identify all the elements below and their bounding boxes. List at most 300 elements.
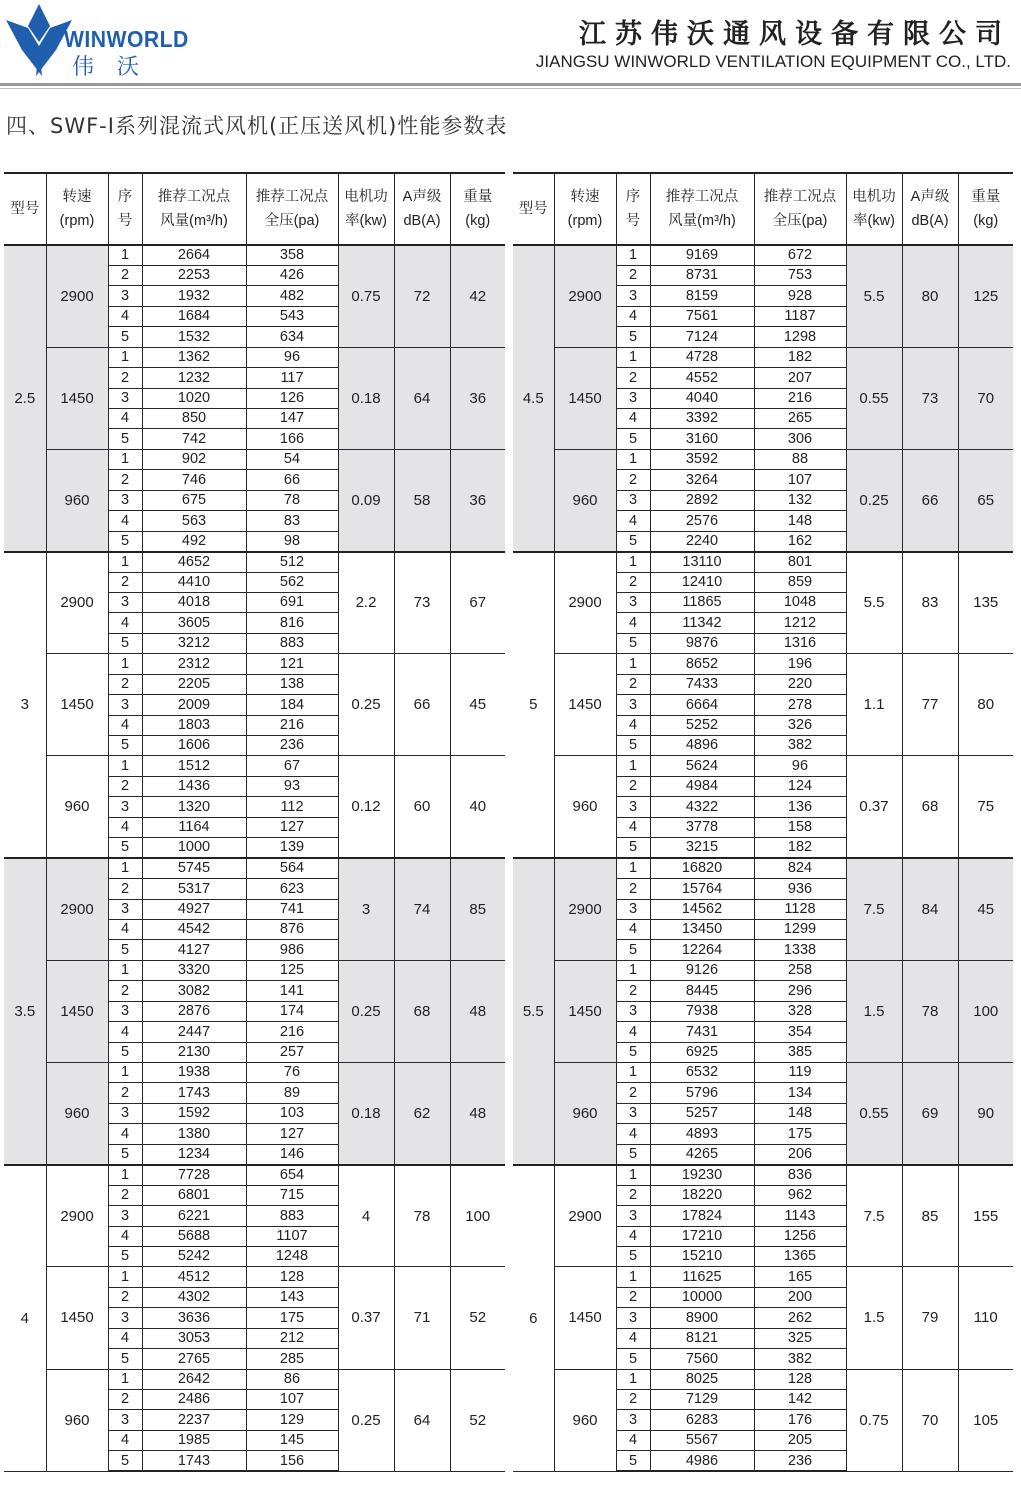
pressure-cell: 672 — [754, 245, 846, 265]
flow-cell: 4265 — [650, 1144, 754, 1164]
pressure-cell: 212 — [246, 1328, 338, 1348]
speed-cell: 2900 — [46, 1165, 108, 1267]
flow-cell: 2876 — [142, 1001, 246, 1021]
speed-cell: 960 — [46, 756, 108, 858]
model-cell: 6 — [513, 1165, 554, 1472]
index-cell: 2 — [616, 572, 650, 592]
flow-cell: 17824 — [650, 1206, 754, 1226]
flow-cell: 5688 — [142, 1226, 246, 1246]
flow-cell: 4552 — [650, 368, 754, 388]
flow-cell: 675 — [142, 490, 246, 510]
power-cell: 0.09 — [338, 449, 394, 551]
pressure-cell: 86 — [246, 1369, 338, 1389]
index-cell: 2 — [108, 572, 142, 592]
weight-cell: 100 — [958, 960, 1013, 1062]
table-row — [4, 245, 505, 265]
pressure-cell: 175 — [246, 1308, 338, 1328]
index-cell: 2 — [616, 981, 650, 1001]
index-cell: 4 — [108, 1124, 142, 1144]
pressure-cell: 986 — [246, 940, 338, 960]
pressure-cell: 1299 — [754, 919, 846, 939]
table-row — [513, 960, 1013, 980]
table-row — [4, 1165, 505, 1185]
power-cell: 2.2 — [338, 552, 394, 654]
index-cell: 5 — [108, 736, 142, 756]
pressure-cell: 262 — [754, 1308, 846, 1328]
model-cell: 4 — [4, 1165, 46, 1472]
pressure-cell: 285 — [246, 1349, 338, 1369]
index-cell: 3 — [108, 1103, 142, 1123]
speed-cell: 1450 — [46, 1267, 108, 1369]
flow-cell: 3215 — [650, 838, 754, 858]
pressure-cell: 426 — [246, 265, 338, 285]
weight-cell: 125 — [958, 245, 1013, 347]
pressure-cell: 326 — [754, 715, 846, 735]
index-cell: 1 — [616, 245, 650, 265]
pressure-cell: 543 — [246, 306, 338, 326]
pressure-cell: 1143 — [754, 1206, 846, 1226]
table-row — [513, 347, 1013, 367]
performance-table-left — [4, 172, 505, 1472]
index-cell: 5 — [108, 1042, 142, 1062]
index-cell: 5 — [616, 838, 650, 858]
weight-cell: 67 — [450, 552, 505, 654]
pressure-cell: 207 — [754, 368, 846, 388]
index-cell: 3 — [616, 1308, 650, 1328]
flow-cell: 4018 — [142, 592, 246, 612]
index-cell: 1 — [616, 1267, 650, 1287]
index-cell: 1 — [108, 449, 142, 469]
table-row — [4, 1267, 505, 1287]
index-cell: 2 — [616, 1287, 650, 1307]
flow-cell: 4542 — [142, 919, 246, 939]
flow-cell: 1362 — [142, 347, 246, 367]
speed-cell: 960 — [46, 449, 108, 551]
pressure-cell: 962 — [754, 1185, 846, 1205]
brand-name-cn: 伟 沃 — [72, 55, 147, 80]
pressure-cell: 278 — [754, 695, 846, 715]
flow-cell: 1985 — [142, 1430, 246, 1450]
flow-cell: 2205 — [142, 674, 246, 694]
index-cell: 5 — [616, 429, 650, 449]
flow-cell: 7431 — [650, 1022, 754, 1042]
power-cell: 0.55 — [846, 347, 902, 449]
noise-cell: 79 — [902, 1267, 958, 1369]
pressure-cell: 54 — [246, 449, 338, 469]
power-header: 电机功 率(kw) — [846, 173, 902, 245]
table-row — [513, 756, 1013, 776]
index-cell: 5 — [616, 736, 650, 756]
index-cell: 3 — [108, 1206, 142, 1226]
speed-cell: 960 — [554, 756, 616, 858]
flow-cell: 18220 — [650, 1185, 754, 1205]
index-cell: 5 — [108, 1451, 142, 1471]
flow-cell: 850 — [142, 409, 246, 429]
pressure-cell: 182 — [754, 838, 846, 858]
index-cell: 5 — [108, 940, 142, 960]
pressure-header: 推荐工况点 全压(pa) — [754, 173, 846, 245]
table-row — [513, 1267, 1013, 1287]
noise-cell: 70 — [902, 1369, 958, 1471]
flow-cell: 19230 — [650, 1165, 754, 1185]
pressure-cell: 127 — [246, 1124, 338, 1144]
pressure-cell: 382 — [754, 736, 846, 756]
speed-cell: 2900 — [554, 1165, 616, 1267]
index-cell: 4 — [616, 306, 650, 326]
weight-cell: 65 — [958, 449, 1013, 551]
flow-cell: 563 — [142, 511, 246, 531]
flow-cell: 1743 — [142, 1083, 246, 1103]
index-cell: 3 — [616, 490, 650, 510]
flow-cell: 9126 — [650, 960, 754, 980]
flow-cell: 3212 — [142, 633, 246, 653]
noise-cell: 73 — [902, 347, 958, 449]
flow-cell: 4127 — [142, 940, 246, 960]
noise-cell: 60 — [394, 756, 450, 858]
flow-cell: 3320 — [142, 960, 246, 980]
index-cell: 1 — [108, 960, 142, 980]
index-cell: 2 — [108, 674, 142, 694]
pressure-cell: 76 — [246, 1063, 338, 1083]
power-cell: 1.5 — [846, 960, 902, 1062]
pressure-cell: 96 — [754, 756, 846, 776]
model-cell: 3.5 — [4, 858, 46, 1165]
table-row — [513, 1165, 1013, 1185]
flow-cell: 1436 — [142, 776, 246, 796]
index-cell: 5 — [108, 1246, 142, 1266]
table-row — [4, 654, 505, 674]
weight-cell: 110 — [958, 1267, 1013, 1369]
pressure-cell: 715 — [246, 1185, 338, 1205]
table-row — [4, 347, 505, 367]
pressure-cell: 103 — [246, 1103, 338, 1123]
flow-cell: 12264 — [650, 940, 754, 960]
index-cell: 3 — [108, 1001, 142, 1021]
pressure-cell: 119 — [754, 1063, 846, 1083]
index-cell: 3 — [616, 1410, 650, 1430]
flow-cell: 13450 — [650, 919, 754, 939]
table-row — [513, 858, 1013, 878]
index-cell: 1 — [108, 1267, 142, 1287]
flow-cell: 6532 — [650, 1063, 754, 1083]
weight-cell: 100 — [450, 1165, 505, 1267]
flow-cell: 2253 — [142, 265, 246, 285]
index-cell: 3 — [108, 388, 142, 408]
flow-cell: 4728 — [650, 347, 754, 367]
speed-cell: 1450 — [554, 654, 616, 756]
index-cell: 2 — [108, 981, 142, 1001]
pressure-cell: 691 — [246, 592, 338, 612]
flow-cell: 3264 — [650, 470, 754, 490]
flow-cell: 1234 — [142, 1144, 246, 1164]
power-cell: 0.55 — [846, 1063, 902, 1165]
noise-cell: 64 — [394, 347, 450, 449]
pressure-cell: 385 — [754, 1042, 846, 1062]
power-cell: 0.25 — [846, 449, 902, 551]
flow-cell: 2664 — [142, 245, 246, 265]
power-header: 电机功 率(kw) — [338, 173, 394, 245]
index-cell: 1 — [616, 1165, 650, 1185]
pressure-cell: 125 — [246, 960, 338, 980]
index-cell: 4 — [616, 1226, 650, 1246]
flow-cell: 2130 — [142, 1042, 246, 1062]
index-cell: 4 — [616, 613, 650, 633]
flow-cell: 5796 — [650, 1083, 754, 1103]
power-cell: 0.25 — [338, 1369, 394, 1471]
index-cell: 1 — [616, 449, 650, 469]
flow-cell: 1592 — [142, 1103, 246, 1123]
index-cell: 5 — [616, 940, 650, 960]
speed-cell: 1450 — [554, 347, 616, 449]
model-header: 型号 — [4, 173, 46, 245]
index-cell: 4 — [616, 511, 650, 531]
index-cell: 5 — [616, 1042, 650, 1062]
flow-cell: 492 — [142, 531, 246, 551]
noise-cell: 58 — [394, 449, 450, 551]
flow-cell: 9876 — [650, 633, 754, 653]
pressure-cell: 220 — [754, 674, 846, 694]
power-cell: 0.12 — [338, 756, 394, 858]
pressure-cell: 753 — [754, 265, 846, 285]
table-row — [4, 756, 505, 776]
pressure-cell: 145 — [246, 1430, 338, 1450]
flow-cell: 8445 — [650, 981, 754, 1001]
noise-cell: 73 — [394, 552, 450, 654]
weight-header: 重量 (kg) — [450, 173, 505, 245]
index-cell: 4 — [616, 1430, 650, 1450]
flow-cell: 2009 — [142, 695, 246, 715]
power-cell: 0.25 — [338, 654, 394, 756]
company-name-en: JIANGSU WINWORLD VENTILATION EQUIPMENT CO., LTD. — [535, 52, 1011, 71]
flow-cell: 3160 — [650, 429, 754, 449]
pressure-cell: 146 — [246, 1144, 338, 1164]
pressure-cell: 129 — [246, 1410, 338, 1430]
flow-cell: 6664 — [650, 695, 754, 715]
pressure-cell: 564 — [246, 858, 338, 878]
speed-header: 转速 (rpm) — [554, 173, 616, 245]
flow-cell: 4512 — [142, 1267, 246, 1287]
table-row — [4, 449, 505, 469]
pressure-cell: 117 — [246, 368, 338, 388]
index-cell: 3 — [616, 1001, 650, 1021]
model-cell: 2.5 — [4, 245, 46, 552]
index-cell: 4 — [108, 715, 142, 735]
weight-cell: 70 — [958, 347, 1013, 449]
flow-cell: 8652 — [650, 654, 754, 674]
flow-cell: 746 — [142, 470, 246, 490]
flow-cell: 4302 — [142, 1287, 246, 1307]
noise-cell: 66 — [902, 449, 958, 551]
pressure-cell: 258 — [754, 960, 846, 980]
flow-cell: 4896 — [650, 736, 754, 756]
pressure-cell: 1316 — [754, 633, 846, 653]
flow-cell: 2312 — [142, 654, 246, 674]
index-cell: 2 — [108, 368, 142, 388]
speed-cell: 1450 — [554, 1267, 616, 1369]
index-cell: 2 — [616, 776, 650, 796]
pressure-cell: 107 — [754, 470, 846, 490]
power-cell: 0.75 — [338, 245, 394, 347]
index-cell: 2 — [108, 776, 142, 796]
flow-cell: 4927 — [142, 899, 246, 919]
pressure-cell: 156 — [246, 1451, 338, 1471]
flow-cell: 3592 — [650, 449, 754, 469]
index-cell: 1 — [616, 347, 650, 367]
index-cell: 4 — [108, 1022, 142, 1042]
index-cell: 4 — [108, 409, 142, 429]
index-cell: 4 — [616, 919, 650, 939]
pressure-cell: 206 — [754, 1144, 846, 1164]
flow-cell: 1164 — [142, 817, 246, 837]
power-cell: 0.75 — [846, 1369, 902, 1471]
noise-cell: 74 — [394, 858, 450, 960]
flow-cell: 902 — [142, 449, 246, 469]
speed-cell: 960 — [46, 1369, 108, 1471]
page-title: 四、SWF-Ⅰ系列混流式风机(正压送风机)性能参数表 — [6, 114, 508, 138]
noise-cell: 62 — [394, 1063, 450, 1165]
flow-cell: 5242 — [142, 1246, 246, 1266]
pressure-cell: 162 — [754, 531, 846, 551]
flow-cell: 2447 — [142, 1022, 246, 1042]
power-cell: 0.37 — [338, 1267, 394, 1369]
flow-cell: 13110 — [650, 552, 754, 572]
pressure-cell: 382 — [754, 1349, 846, 1369]
flow-cell: 8025 — [650, 1369, 754, 1389]
table-row — [4, 858, 505, 878]
flow-cell: 3082 — [142, 981, 246, 1001]
flow-cell: 4986 — [650, 1451, 754, 1471]
speed-cell: 1450 — [554, 960, 616, 1062]
pressure-cell: 512 — [246, 552, 338, 572]
pressure-cell: 824 — [754, 858, 846, 878]
flow-cell: 1938 — [142, 1063, 246, 1083]
index-cell: 2 — [616, 368, 650, 388]
index-cell: 4 — [616, 817, 650, 837]
pressure-cell: 78 — [246, 490, 338, 510]
index-cell: 5 — [616, 1451, 650, 1471]
index-cell: 2 — [616, 1083, 650, 1103]
index-cell: 4 — [108, 919, 142, 939]
noise-cell: 83 — [902, 552, 958, 654]
index-cell: 5 — [616, 1349, 650, 1369]
brand-name-en: WINWORLD — [64, 26, 189, 52]
noise-header: A声级 dB(A) — [902, 173, 958, 245]
table-row — [4, 1369, 505, 1389]
table-row — [513, 1063, 1013, 1083]
speed-cell: 2900 — [554, 858, 616, 960]
pressure-cell: 121 — [246, 654, 338, 674]
flow-cell: 7124 — [650, 327, 754, 347]
weight-cell: 85 — [450, 858, 505, 960]
flow-cell: 2765 — [142, 1349, 246, 1369]
table-row — [513, 245, 1013, 265]
table-row — [513, 449, 1013, 469]
pressure-cell: 741 — [246, 899, 338, 919]
flow-cell: 8159 — [650, 286, 754, 306]
pressure-cell: 128 — [754, 1369, 846, 1389]
noise-cell: 85 — [902, 1165, 958, 1267]
index-cell: 2 — [108, 1185, 142, 1205]
model-cell: 5 — [513, 552, 554, 859]
noise-cell: 84 — [902, 858, 958, 960]
flow-cell: 7938 — [650, 1001, 754, 1021]
pressure-cell: 928 — [754, 286, 846, 306]
pressure-cell: 182 — [754, 347, 846, 367]
pressure-cell: 138 — [246, 674, 338, 694]
noise-header: A声级 dB(A) — [394, 173, 450, 245]
speed-cell: 960 — [46, 1063, 108, 1165]
pressure-cell: 876 — [246, 919, 338, 939]
index-cell: 2 — [108, 879, 142, 899]
flow-cell: 5567 — [650, 1430, 754, 1450]
noise-cell: 78 — [394, 1165, 450, 1267]
flow-cell: 1000 — [142, 838, 246, 858]
pressure-cell: 147 — [246, 409, 338, 429]
pressure-cell: 107 — [246, 1390, 338, 1410]
noise-cell: 69 — [902, 1063, 958, 1165]
flow-cell: 11342 — [650, 613, 754, 633]
flow-cell: 1320 — [142, 797, 246, 817]
index-cell: 1 — [108, 1369, 142, 1389]
index-cell: 5 — [108, 633, 142, 653]
pressure-cell: 236 — [246, 736, 338, 756]
flow-cell: 6221 — [142, 1206, 246, 1226]
noise-cell: 77 — [902, 654, 958, 756]
weight-cell: 36 — [450, 449, 505, 551]
weight-cell: 48 — [450, 1063, 505, 1165]
noise-cell: 68 — [902, 756, 958, 858]
pressure-cell: 98 — [246, 531, 338, 551]
flow-cell: 7433 — [650, 674, 754, 694]
noise-cell: 78 — [902, 960, 958, 1062]
index-header: 序 号 — [616, 173, 650, 245]
index-header: 序 号 — [108, 173, 142, 245]
speed-cell: 960 — [554, 449, 616, 551]
index-cell: 3 — [108, 286, 142, 306]
index-cell: 1 — [108, 756, 142, 776]
flow-cell: 10000 — [650, 1287, 754, 1307]
model-cell: 4.5 — [513, 245, 554, 552]
pressure-cell: 124 — [754, 776, 846, 796]
index-cell: 1 — [616, 858, 650, 878]
flow-cell: 2892 — [650, 490, 754, 510]
index-cell: 3 — [616, 695, 650, 715]
flow-cell: 5317 — [142, 879, 246, 899]
weight-cell: 40 — [450, 756, 505, 858]
index-cell: 4 — [108, 306, 142, 326]
pressure-cell: 257 — [246, 1042, 338, 1062]
pressure-cell: 836 — [754, 1165, 846, 1185]
flow-cell: 5257 — [650, 1103, 754, 1123]
speed-cell: 2900 — [46, 858, 108, 960]
speed-cell: 960 — [554, 1063, 616, 1165]
index-cell: 2 — [616, 265, 650, 285]
power-cell: 1.1 — [846, 654, 902, 756]
pressure-cell: 634 — [246, 327, 338, 347]
weight-cell: 52 — [450, 1267, 505, 1369]
flow-cell: 4322 — [650, 797, 754, 817]
index-cell: 3 — [616, 592, 650, 612]
power-cell: 5.5 — [846, 552, 902, 654]
flow-cell: 12410 — [650, 572, 754, 592]
pressure-cell: 325 — [754, 1328, 846, 1348]
flow-cell: 9169 — [650, 245, 754, 265]
header-divider — [0, 83, 1021, 86]
flow-cell: 15764 — [650, 879, 754, 899]
pressure-cell: 354 — [754, 1022, 846, 1042]
index-cell: 1 — [108, 347, 142, 367]
index-cell: 3 — [108, 695, 142, 715]
